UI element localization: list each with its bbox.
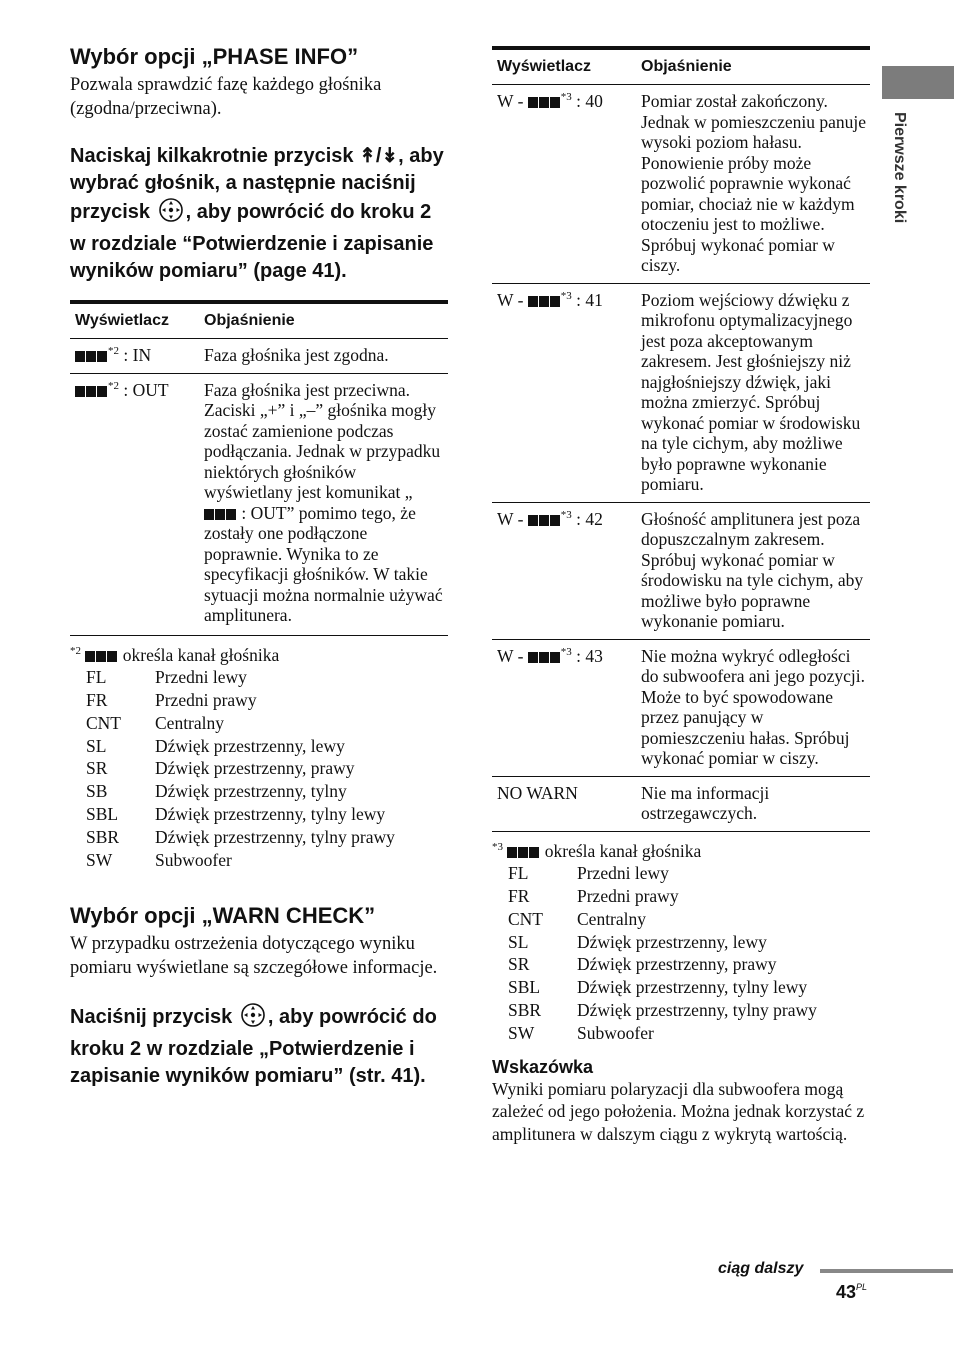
- display-cell: [492, 502, 636, 639]
- channel-code: SW: [508, 1022, 535, 1043]
- footnote-mark: *3: [560, 508, 572, 521]
- channel-code: FL: [508, 863, 529, 884]
- channel-code: SR: [508, 954, 530, 975]
- enter-button-icon: [240, 1002, 266, 1036]
- list-item: [508, 931, 817, 954]
- channel-name: Dźwięk przestrzenny, lewy: [577, 931, 767, 952]
- warn-table: [492, 46, 870, 832]
- phase-info-intro: Pozwala sprawdzić fazę każdego głośnika (zgodna/przeciwna).: [70, 75, 382, 119]
- explanation-cell: [199, 373, 448, 635]
- explanation-cell: Nie ma informacji ostrzegawczych.: [636, 776, 870, 831]
- channel-code: SBL: [508, 977, 541, 998]
- table-row: [70, 339, 448, 374]
- channel-name: Subwoofer: [155, 849, 232, 870]
- header-display: Wyświetlacz: [492, 48, 636, 85]
- list-item: [508, 862, 817, 885]
- footnote-mark: *3: [560, 645, 572, 658]
- channel-name: Dźwięk przestrzenny, prawy: [155, 758, 355, 779]
- display-cell: [70, 373, 199, 635]
- channel-blocks-icon: [507, 841, 540, 861]
- channel-name: Dźwięk przestrzenny, prawy: [577, 954, 777, 975]
- channel-footnote: [492, 840, 870, 1045]
- warn-check-title: Wybór opcji „WARN CHECK”: [70, 903, 376, 929]
- channel-blocks-icon: [75, 380, 108, 400]
- warn-check-step: [70, 1002, 448, 1090]
- phase-info-step: [70, 143, 448, 285]
- list-item: [86, 757, 395, 780]
- list-item: [508, 976, 817, 999]
- up-down-arrows-icon: ↟/↡: [359, 145, 399, 167]
- footnote-text: określa kanał głośnika: [118, 644, 280, 665]
- step-text: Naciskaj kilkakrotnie przycisk: [70, 145, 360, 167]
- footnote-heading: [492, 840, 870, 863]
- right-column: [492, 46, 870, 1145]
- channel-name: Dźwięk przestrzenny, tylny: [155, 781, 347, 802]
- display-prefix: W -: [497, 289, 528, 310]
- page-number: [836, 1282, 867, 1303]
- display-value: : OUT: [119, 379, 169, 400]
- footnote-heading: [70, 644, 448, 667]
- display-cell: [492, 283, 636, 502]
- channel-name: Centralny: [155, 712, 225, 733]
- continued-label: ciąg dalszy: [718, 1260, 804, 1277]
- channel-name: Dźwięk przestrzenny, tylny prawy: [155, 826, 395, 847]
- list-item: [86, 689, 395, 712]
- channel-blocks-icon: [528, 290, 561, 310]
- header-display: Wyświetlacz: [70, 302, 199, 339]
- display-value: : 41: [571, 289, 603, 310]
- channel-footnote: [70, 644, 448, 872]
- display-cell: [492, 85, 636, 284]
- footnote-mark: *3: [560, 289, 572, 302]
- channel-name: Dźwięk przestrzenny, tylny prawy: [577, 1000, 817, 1021]
- channel-name: Przedni lewy: [155, 667, 247, 688]
- channel-code: SBL: [86, 804, 119, 825]
- left-column: [70, 44, 448, 1090]
- list-item: [508, 999, 817, 1022]
- display-prefix: W -: [497, 645, 528, 666]
- explanation-cell: Pomiar został zakończony. Jednak w pomieszczeniu panuje wysoki poziom hałasu. Ponowienie próby może pozwolić poprawnie wykonać pomiar, chociaż nie w każdym otoczeniu jest to możliwe. Spróbuj wykonać pomiar w ciszy.: [636, 85, 870, 284]
- list-item: [86, 849, 395, 872]
- display-value: : 40: [571, 91, 603, 111]
- page-number-value: 43: [836, 1282, 857, 1302]
- header-explanation: Objaśnienie: [636, 48, 870, 85]
- section-tab-label: Pierwsze kroki: [891, 112, 908, 224]
- channel-code: FL: [86, 667, 107, 688]
- footnote-mark: *3: [492, 840, 503, 853]
- channel-code: SR: [86, 758, 108, 779]
- channel-name: Przedni lewy: [577, 863, 669, 884]
- channel-list: [508, 862, 817, 1044]
- table-row: [492, 639, 870, 776]
- explanation-cell: Nie można wykryć odległości do subwoofera ani jego pozycji. Może to być spowodowane przez panujący w pomieszczeniu hałas. Spróbuj wykonać pomiar w ciszy.: [636, 639, 870, 776]
- channel-name: Centralny: [577, 908, 647, 929]
- header-explanation: Objaśnienie: [199, 302, 448, 339]
- list-item: [508, 953, 817, 976]
- channel-name: Dźwięk przestrzenny, lewy: [155, 735, 345, 756]
- footnote-text: określa kanał głośnika: [540, 840, 702, 861]
- channel-code: SW: [86, 849, 113, 870]
- tip-text: Wyniki pomiaru polaryzacji dla subwoofera mogą zależeć od jego położenia. Można jednak korzystać z amplitunera w dalszym ciągu z wykrytą wartością.: [492, 1078, 865, 1144]
- channel-code: SBR: [508, 1000, 542, 1021]
- channel-name: Dźwięk przestrzenny, tylny lewy: [155, 804, 386, 825]
- display-cell: [492, 639, 636, 776]
- channel-code: FR: [86, 690, 108, 711]
- channel-code: CNT: [508, 908, 543, 929]
- step-text: Naciśnij przycisk: [70, 1006, 238, 1029]
- channel-blocks-icon: [528, 91, 561, 111]
- display-value: : 43: [571, 645, 603, 666]
- footnote-mark: *2: [108, 379, 119, 392]
- list-item: [86, 712, 395, 735]
- channel-code: SL: [86, 735, 107, 756]
- table-row: [492, 85, 870, 284]
- explanation-text: : OUT” pomimo tego, że zostały one podłączone poprawnie. Wynika to ze specyfikacji głośników. W takie sytuacji można normalnie używać amplitunera.: [204, 502, 443, 625]
- explanation-text: Faza głośnika jest przeciwna. Zaciski „+” i „–” głośnika mogły zostać zamienione podczas podłączania. Jednak w przypadku niektórych głośników wyświetlany jest komunikat „: [204, 379, 441, 502]
- channel-name: Dźwięk przestrzenny, tylny lewy: [577, 977, 808, 998]
- channel-blocks-icon: [528, 509, 561, 529]
- channel-code: SB: [86, 781, 108, 802]
- channel-code: FR: [508, 886, 530, 907]
- enter-button-icon: [158, 197, 184, 231]
- language-code: PL: [856, 1282, 868, 1292]
- list-item: [508, 1022, 817, 1045]
- explanation-cell: Faza głośnika jest zgodna.: [199, 339, 448, 374]
- table-row: [492, 502, 870, 639]
- footnote-mark: *3: [560, 91, 572, 103]
- phase-table: [70, 300, 448, 636]
- table-row: [492, 776, 870, 831]
- display-cell: [70, 339, 199, 374]
- tip-heading: Wskazówka: [492, 1056, 594, 1077]
- continued-rule: [820, 1269, 953, 1273]
- list-item: [508, 908, 817, 931]
- channel-blocks-icon: [85, 645, 118, 665]
- channel-name: Przedni prawy: [155, 690, 257, 711]
- channel-list: [86, 666, 395, 871]
- list-item: [508, 885, 817, 908]
- channel-code: SBR: [86, 826, 120, 847]
- section-tab-marker: [882, 66, 954, 99]
- footnote-mark: *2: [108, 345, 119, 357]
- phase-info-title: Wybór opcji „PHASE INFO”: [70, 44, 359, 69]
- step-text: , aby wybrać głośnik, a następnie naciśnij przycisk: [70, 145, 444, 223]
- warn-check-intro: W przypadku ostrzeżenia dotyczącego wyniku pomiaru wyświetlane są szczegółowe informacje.: [70, 934, 438, 979]
- list-item: [86, 666, 395, 689]
- table-row: [492, 283, 870, 502]
- step-text: , aby powrócić do kroku 2 w rozdziale “Potwierdzenie i zapisanie wyników pomiaru” (page 41).: [70, 201, 434, 282]
- explanation-cell: Poziom wejściowy dźwięku z mikrofonu optymalizacyjnego jest poza akceptowanym zakresem. Jest głośniejszy niż najgłośniejszy dźwięk, jaki można zmierzyć. Spróbuj wykonać pomiar w środowisku na tyle cichym, aby możliwe było poprawne wykonanie pomiaru.: [636, 283, 870, 502]
- channel-code: SL: [508, 931, 529, 952]
- step-text: , aby powrócić do kroku 2 w rozdziale „Potwierdzenie i zapisanie wyników pomiaru” (str. 41).: [70, 1006, 437, 1088]
- list-item: [86, 826, 395, 849]
- list-item: [86, 780, 395, 803]
- channel-code: CNT: [86, 712, 121, 733]
- channel-name: Przedni prawy: [577, 886, 679, 907]
- explanation-cell: Głośność amplitunera jest poza dopuszczalnym zakresem. Spróbuj wykonać pomiar w środowisku na tyle cichym, aby możliwe było poprawne wykonanie pomiaru.: [636, 502, 870, 639]
- display-value: : IN: [119, 345, 152, 365]
- channel-blocks-icon: [75, 345, 108, 365]
- channel-blocks-icon: [204, 503, 237, 523]
- display-value: : 42: [571, 508, 603, 529]
- channel-name: Subwoofer: [577, 1022, 654, 1043]
- display-prefix: W -: [497, 508, 528, 529]
- list-item: [86, 803, 395, 826]
- display-prefix: W -: [497, 91, 528, 111]
- footnote-mark: *2: [70, 644, 81, 657]
- display-cell: NO WARN: [492, 776, 636, 831]
- table-row: [70, 373, 448, 635]
- list-item: [86, 735, 395, 758]
- channel-blocks-icon: [528, 646, 561, 666]
